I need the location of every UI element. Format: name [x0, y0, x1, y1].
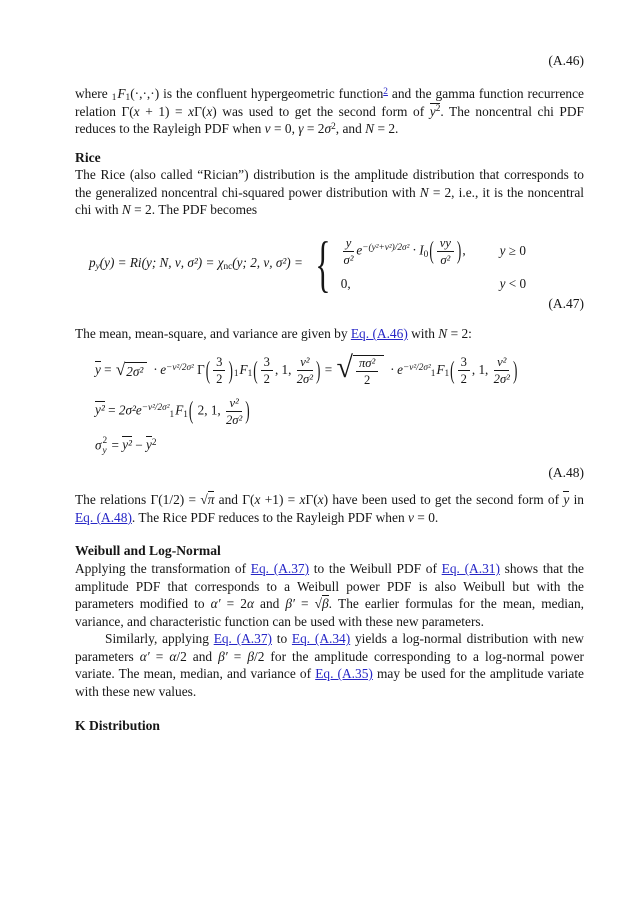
sub-sup-stack: 2 y: [102, 435, 108, 457]
paragraph-rice-intro: The Rice (also called “Rician”) distribution is the amplitude distribution that corresponds to the generalized noncentral chi-squared power distribution with N = 2, i.e., it is the noncentral chi with N = 2. The PDF becomes: [75, 167, 584, 218]
sqrt-beta: β: [322, 596, 329, 612]
equation-label-a46: (A.46): [548, 53, 584, 68]
equation-label-a47: (A.47): [548, 296, 584, 312]
equation-label-a48: (A.48): [548, 465, 584, 481]
y-bar: y: [146, 437, 152, 453]
fraction: $\frac{y}{\text{σ²}}$: [343, 235, 354, 267]
paragraph-lognormal: Similarly, applying Eq. (A.37) to Eq. (A.34) yields a log-normal distribution with new parameters α′ = α/2 and β′ = β/2 for the amplitude corresponding to a log-normal power variate. The mean, median, and variance of Eq. (A.35) may be used for the amplitude variate with these new values.: [75, 631, 584, 699]
link-eq-a48[interactable]: Eq. (A.48): [75, 509, 132, 525]
y-bar-squared: $y^2$: [429, 103, 441, 119]
big-paren: ): [245, 396, 250, 425]
paragraph-weibull: Applying the transformation of Eq. (A.37) to the Weibull PDF of Eq. (A.31) shows that the amplitude PDF that corresponds to a Weibull power PDF is also Weibull but with the parameters modified to α′ = 2α and β′ = √β. The earlier formulas for the mean, median, variance, and characteristic function can be used with these new parameters.: [75, 561, 584, 629]
equation-a48-variance: σ 2 y = $y^2 - y^2$: [95, 435, 157, 457]
equation-a48-meansquare: $y^2 = 2\sigma^2e^{-\nu^2/2\sigma^2}_1F_1$( 2, 1, $\frac{\text{ν²}}{\text{2σ²}}$ ): [95, 395, 250, 427]
link-eq-a46[interactable]: Eq. (A.46): [350, 326, 408, 342]
link-eq-a35[interactable]: Eq. (A.35): [315, 666, 373, 682]
big-paren: ): [228, 355, 233, 384]
equation-a48-mean: y = √ 2σ² · $e^{-\nu^2/2\sigma^2}$ Γ( $\frac{3}{2}$ )$_1F_1$( $\frac{3}{2}$ , 1, $\frac{\text{ν²}}{\text{2σ²}}$ ) = √ $\frac{\text{πσ²}}{2}$ · $e^{-\nu^2/2\sigma^2}_1F_1$( $\frac{3}{2}$ , 1, $\frac{\text{ν²}}{\text{2σ²}}$ ): [95, 350, 518, 387]
sqrt-pi: π: [207, 492, 215, 508]
piecewise-cases: $\frac{y}{\text{σ²}}$ $e^{-(y^2+\nu^2)/2\sigma^2} \cdot I_0$( $\frac{\nu y}{\text{σ²}}$ ), y ≥ 0 0, y < 0: [340, 235, 527, 292]
y-squared-bar: y²: [122, 437, 133, 453]
link-eq-a37[interactable]: Eq. (A.37): [250, 561, 310, 577]
big-paren: ): [456, 236, 462, 265]
equation-a47: $p_y(y) = Ri(y$; N, ν, $\sigma^2) = \chi_{nc}(y$; 2, ν, σ²) = { $\frac{y}{\text{σ²}}$ $e^{-(y^2+\nu^2)/2\sigma^2} \cdot I_0$( $\frac{\nu y}{\text{σ²}}$ ), y ≥ 0 0, y < 0: [89, 228, 527, 299]
paragraph-mean-intro: The mean, mean-square, and variance are given by Eq. (A.46) with N = 2:: [75, 326, 472, 342]
paragraph-relations: The relations Γ(1/2) = √π and Γ(x +1) = xΓ(x) have been used to get the second form of y in Eq. (A.48). The Rice PDF reduces to the Rayleigh PDF when ν = 0.: [75, 492, 584, 525]
section-heading-k-distribution: K Distribution: [75, 718, 160, 734]
fraction: $\frac{\text{ν²}}{\text{2σ²}}$: [493, 355, 510, 387]
fraction: $\frac{3}{2}$: [213, 355, 225, 386]
section-heading-weibull-lognormal: Weibull and Log-Normal: [75, 543, 221, 559]
page-content: [75, 0, 584, 735]
fraction: $\frac{\text{πσ²}}{2}$: [356, 356, 378, 387]
section-heading-rice: Rice: [75, 149, 101, 165]
fraction: $\frac{\nu y}{\text{σ²}}$: [437, 236, 454, 267]
big-paren: ): [316, 355, 321, 384]
paragraph-hypergeometric-note: where $_1F_1(\cdot,\cdot,\cdot)$ is the confluent hypergeometric function$^2$ and the gamma function recurrence relation Γ(x + 1) = xΓ(x) was used to get the second form of $y^2$. The noncentral chi PDF reduces to the Rayleigh PDF when ν = 0, $\gamma = 2\sigma^2$, and N = 2.: [75, 86, 584, 137]
big-paren: (: [253, 355, 258, 384]
fraction: $\frac{\text{ν²}}{\text{2σ²}}$: [296, 355, 314, 387]
radical: √ $\frac{\text{πσ²}}{2}$: [336, 355, 384, 387]
y-bar: y: [563, 492, 570, 508]
link-eq-a37-2[interactable]: Eq. (A.37): [213, 631, 272, 647]
radical: √ 2σ²: [116, 362, 147, 380]
y-bar: y: [95, 361, 101, 377]
fraction: $\frac{3}{2}$: [261, 355, 273, 386]
link-eq-a31[interactable]: Eq. (A.31): [441, 561, 500, 577]
big-paren: (: [450, 355, 455, 384]
fraction: $\frac{3}{2}$: [458, 355, 470, 386]
big-paren: (: [205, 355, 211, 384]
big-paren: (: [429, 236, 434, 265]
fraction: $\frac{\text{ν²}}{\text{2σ²}}$: [226, 395, 243, 427]
big-paren: (: [188, 396, 194, 425]
big-paren: ): [512, 355, 518, 384]
link-eq-a34[interactable]: Eq. (A.34): [291, 631, 351, 647]
y-squared-bar: y²: [95, 402, 105, 418]
footnote-link-2[interactable]: 2: [383, 86, 388, 97]
case-brace: {: [315, 228, 331, 299]
